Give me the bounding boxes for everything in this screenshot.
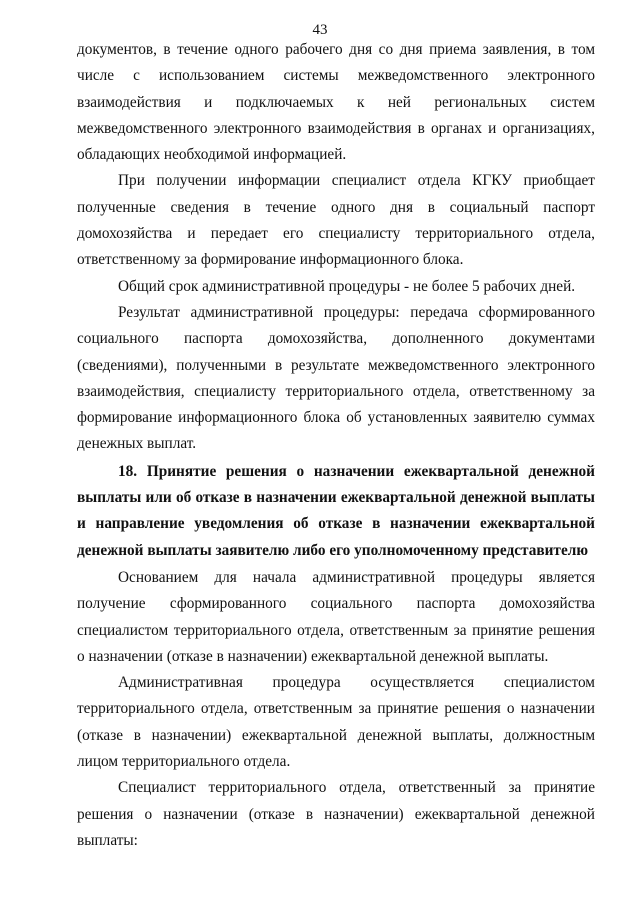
paragraph-basis: Основанием для начала административной процедуры является получение сформированного социального паспорта домохозяйства специалистом территориального отдела, ответственным за принятие решения о назначении (отказе в назначении) ежеквартальной денежной выплаты. [77, 568, 595, 665]
page-number: 43 [312, 22, 328, 38]
paragraph-performer: Административная процедура осуществляется специалистом территориального отдела, ответственным за принятие решения о назначении (отказе в назначении) ежеквартальной денежной выплаты, должностным лицом территориального отдела. [77, 674, 595, 771]
paragraph-specialist-duties: Специалист территориального отдела, ответственный за принятие решения о назначении (отказе в назначении) ежеквартальной денежной выплаты: [77, 779, 595, 849]
paragraph-total-term: Общий срок административной процедуры - не более 5 рабочих дней. [118, 277, 576, 295]
paragraph-continuation: документов, в течение одного рабочего дня со дня приема заявления, в том числе с использованием системы межведомственного электронного взаимодействия и подключаемых к ней региональных систем межведомственного электронного взаимодействия в органах и организациях, обладающих необходимой информацией. [77, 41, 595, 164]
document-body [77, 37, 595, 854]
paragraph-procedure-result: Результат административной процедуры: передача сформированного социального паспорта домохозяйства, дополненного документами (сведениями), полученными в результате межведомственного электронного взаимодействия, специалисту территориального отдела, ответственному за формирование информационного блока об установленных заявителю суммах денежных выплат. [77, 303, 595, 453]
paragraph-information-received: При получении информации специалист отдела КГКУ приобщает полученные сведения в течение одного дня в социальный паспорт домохозяйства и передает его специалисту территориального отдела, ответственному за формирование информационного блока. [77, 172, 595, 269]
section-heading-18: 18. Принятие решения о назначении ежеквартальной денежной выплаты или об отказе в назначении ежеквартальной денежной выплаты и направление уведомления об отказе в назначении ежеквартальной денежной выплаты заявителю либо его уполномоченному представителю [77, 462, 595, 559]
